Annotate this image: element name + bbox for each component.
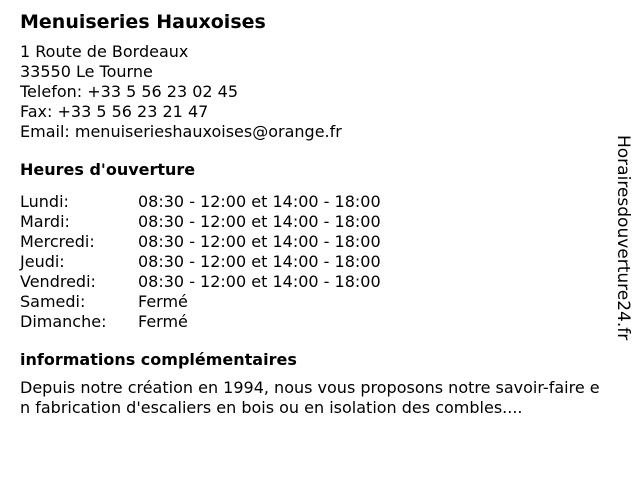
hours-table [20,192,610,332]
brand-watermark: Horairesdouverture24.fr [613,135,633,341]
hours-row-sunday [20,312,610,332]
hours-time: 08:30 - 12:00 et 14:00 - 18:00 [138,192,381,211]
hours-day: Mardi: [20,212,70,231]
hours-row-thursday [20,252,610,272]
hours-time: Fermé [138,292,188,311]
hours-time: 08:30 - 12:00 et 14:00 - 18:00 [138,272,381,291]
hours-row-tuesday [20,212,610,232]
company-name: Menuiseries Hauxoises [20,11,266,33]
fax-line: Fax: +33 5 56 23 21 47 [20,102,209,121]
hours-row-saturday [20,292,610,312]
hours-title: Heures d'ouverture [20,160,196,179]
hours-row-friday [20,272,610,292]
info-title: informations complémentaires [20,350,297,369]
hours-time: 08:30 - 12:00 et 14:00 - 18:00 [138,252,381,271]
hours-row-wednesday [20,232,610,252]
hours-row-monday [20,192,610,212]
email-line: Email: menuiserieshauxoises@orange.fr [20,122,342,141]
hours-day: Samedi: [20,292,86,311]
hours-day: Mercredi: [20,232,95,251]
hours-day: Vendredi: [20,272,96,291]
city-line: 33550 Le Tourne [20,62,153,81]
hours-time: 08:30 - 12:00 et 14:00 - 18:00 [138,212,381,231]
hours-day: Jeudi: [20,252,65,271]
info-text: Depuis notre création en 1994, nous vous proposons notre savoir-faire en fabrication d'escaliers en bois ou en isolation des combles.... [20,378,600,417]
business-card [20,10,610,418]
street-line: 1 Route de Bordeaux [20,42,189,61]
address-block [20,42,610,142]
hours-day: Dimanche: [20,312,107,331]
hours-time: 08:30 - 12:00 et 14:00 - 18:00 [138,232,381,251]
hours-time: Fermé [138,312,188,331]
hours-day: Lundi: [20,192,69,211]
phone-line: Telefon: +33 5 56 23 02 45 [20,82,239,101]
